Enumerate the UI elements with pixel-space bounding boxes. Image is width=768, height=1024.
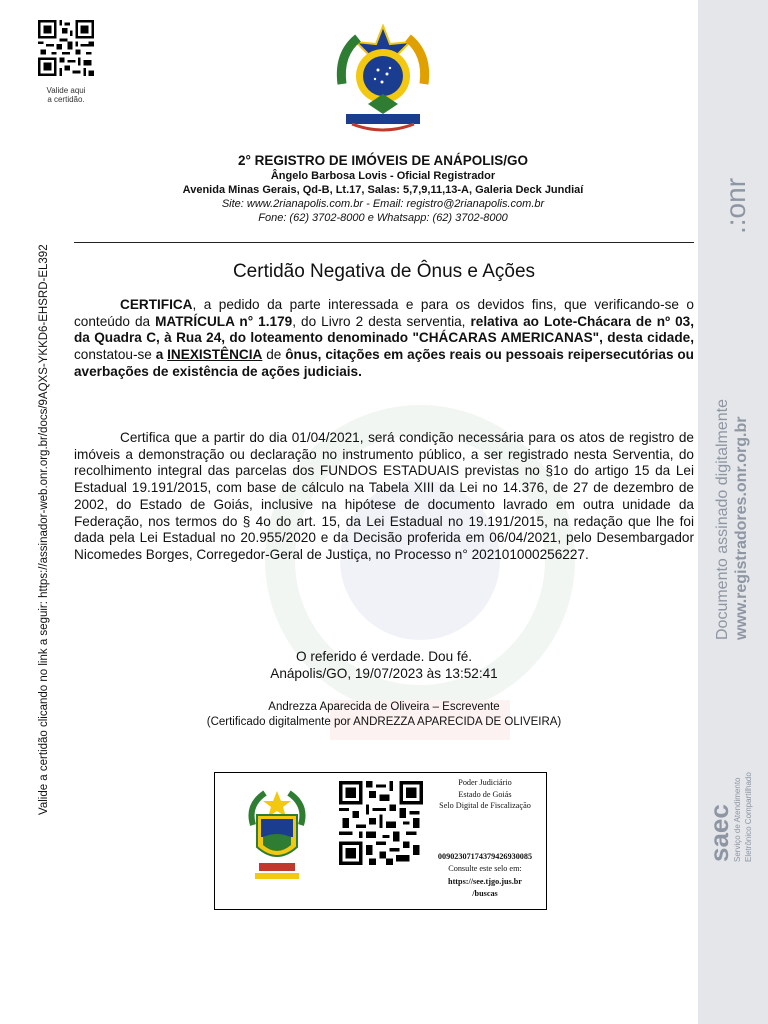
documento-assinado-text: Documento assinado digitalmente xyxy=(714,398,731,640)
seal-url-line1[interactable]: https://see.tjgo.jus.br xyxy=(448,877,522,886)
seal-url-line2[interactable]: /buscas xyxy=(472,888,498,898)
fundos-estaduais-paragraph xyxy=(74,430,694,564)
para1-text-e: de xyxy=(262,347,286,363)
certifica-word: CERTIFICA xyxy=(120,297,193,312)
seal-poder-judiciario: Poder Judiciário xyxy=(458,778,512,787)
brazil-coat-of-arms-icon xyxy=(332,24,434,136)
saec-description-line1: Serviço de Atendimento xyxy=(733,777,742,862)
goias-coat-of-arms-icon xyxy=(245,785,309,887)
qr-caption: Valide aqui a certidão. xyxy=(46,86,86,104)
para1-text-a: , a pedido da parte interessada e para os devidos fins, que verificando-se o conteúdo da xyxy=(74,297,694,329)
registry-phone: Fone: (62) 3702-8000 e Whatsapp: (62) 3702-8000 xyxy=(258,212,508,224)
seal-header xyxy=(421,777,549,812)
seal-url-link[interactable] xyxy=(421,876,549,899)
document-title: Certidão Negativa de Ônus e Ações xyxy=(232,261,536,282)
registradores-url-link[interactable]: www.registradores.onr.org.br xyxy=(733,416,750,640)
signer-certificate: (Certificado digitalmente por ANDREZZA APARECIDA DE OLIVEIRA) xyxy=(206,716,562,728)
para2-text: Certifica que a partir do dia 01/04/2021, será condição necessária para os atos de registro de imóveis a demonstração ou declaração no instrumento público, a ser registrado nesta Serventia, do recolhimento integral das parcelas dos FUNDOS ESTADUAIS previstas no §1o do artigo 15 da Lei Estadual 19.191/2015, com base de cálculo na Tabela XIII da Lei no 14.376, de 27 de dezembro de 2002, do Estado de Goiás, inclusive na hipótese de documento lavrado em outra unidade da Federação, nos termos do § 4o do art. 15, da Lei Estadual no 19.191/2015, na redação que lhe foi dada pela Lei Estadual no 20.955/2020 e da Decisão proferida em 06/04/2021, pelo Desembargador Nicomedes Borges, Corregedor-Geral de Justiça, no Processo n° 202101000256227. xyxy=(74,430,694,562)
seal-estado: Estado de Goiás xyxy=(458,789,512,799)
property-description: relativa ao Lote-Chácara de nº 03, da Quadra C, à Rua 24, do loteamento denominado "CHÁCARAS AMERICANAS", desta cidade, xyxy=(74,313,694,346)
para1-text-c: constatou-se xyxy=(74,347,156,363)
signer-block xyxy=(74,700,694,730)
signer-name: Andrezza Aparecida de Oliveira – Escrevente xyxy=(268,701,500,713)
seal-selo-digital: Selo Digital de Fiscalização xyxy=(439,801,531,810)
header-divider xyxy=(74,242,694,243)
side-validation-link[interactable]: Valide a certidão clicando no link a seguir: https://assinador-web.onr.org.br/docs/9AQXS-YKKD6-EHSRD-EL392 xyxy=(38,244,50,815)
onr-logo-text: .:onr xyxy=(720,177,751,234)
seal-qr-code[interactable] xyxy=(339,781,423,865)
certifica-paragraph xyxy=(74,297,694,381)
matricula-number: MATRÍCULA n° 1.179 xyxy=(155,313,293,329)
digital-seal-box xyxy=(214,772,547,910)
para1-text-b: , do Livro 2 desta serventia, xyxy=(292,313,471,329)
seal-code: 00902307174379426930085 xyxy=(437,852,533,861)
registry-title: 2° REGISTRO DE IMÓVEIS DE ANÁPOLIS/GO xyxy=(238,153,528,168)
closing-block xyxy=(74,648,694,682)
validation-qr-code[interactable] xyxy=(38,20,94,76)
saec-description-line2: Eletrônico Compartilhado xyxy=(744,772,753,862)
registry-site-email: Site: www.2rianapolis.com.br - Email: registro@2rianapolis.com.br xyxy=(221,198,545,210)
registry-officer: Ângelo Barbosa Lovis - Oficial Registrador xyxy=(270,170,496,182)
registry-address: Avenida Minas Gerais, Qd-B, Lt.17, Salas: 5,7,9,11,13-A, Galeria Deck Jundiaí xyxy=(182,184,584,196)
registry-header xyxy=(60,153,706,225)
onr-logo-icon xyxy=(713,160,753,235)
saec-logo: saec xyxy=(704,804,734,862)
onus-description: ônus, citações em ações reais ou pessoais reipersecutórias ou averbações de existência de ações judiciais. xyxy=(74,347,694,379)
closing-statement: O referido é verdade. Dou fé. xyxy=(295,649,473,664)
para1-text-d: a xyxy=(155,347,168,363)
seal-consult-label: Consulte este selo em: xyxy=(448,864,522,873)
inexistencia-word: INEXISTÊNCIA xyxy=(167,347,263,363)
issue-date-time: Anápolis/GO, 19/07/2023 às 13:52:41 xyxy=(270,666,498,681)
